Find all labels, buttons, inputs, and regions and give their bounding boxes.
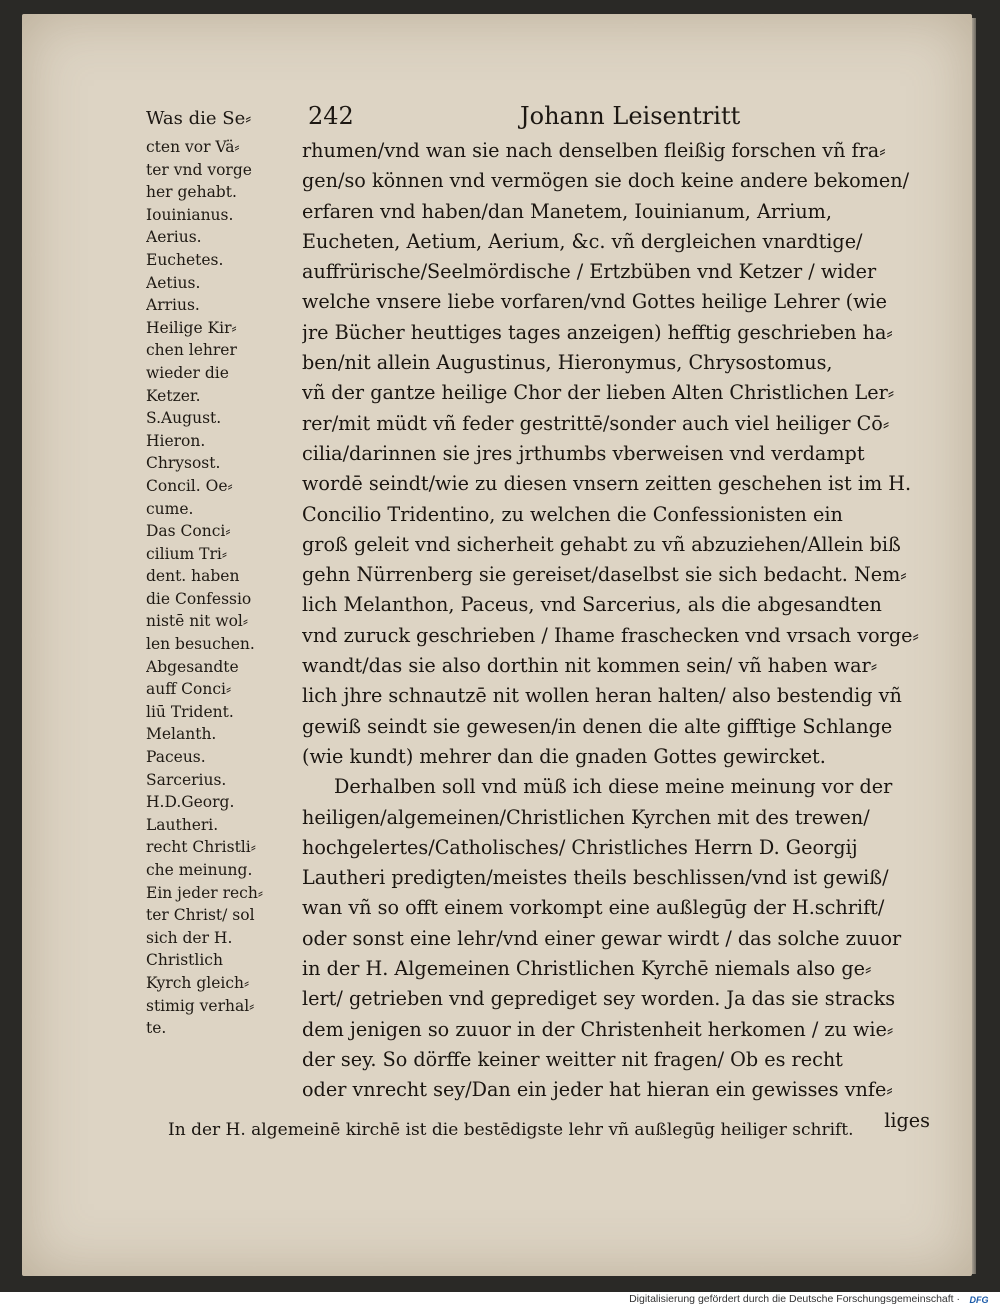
margin-note-start: Was die Se⸗ <box>146 108 252 129</box>
dfg-logo-text: DFG <box>969 1295 989 1305</box>
margin-note-line: H.D.Georg. <box>146 793 235 812</box>
margin-note-line: Arrius. <box>146 296 200 315</box>
body-line: wordē seindt/wie zu diesen vnsern zeitten geschehen ist im H. <box>302 472 912 496</box>
catchword: liges <box>884 1108 930 1132</box>
body-line: lich jhre schnautzē nit wollen heran halten/ also bestendig vñ <box>302 684 902 708</box>
margin-note-line: dent. haben <box>146 567 240 586</box>
running-head <box>22 102 972 138</box>
margin-note-line: Euchetes. <box>146 250 224 269</box>
body-text-block <box>302 136 942 1136</box>
margin-note-line: Melanth. <box>146 725 217 744</box>
margin-note-line: cilium Tri⸗ <box>146 544 228 563</box>
margin-note-line: Christlich <box>146 951 223 970</box>
body-line: jre Bücher heuttiges tages anzeigen) hefftig geschrieben ha⸗ <box>302 320 893 344</box>
margin-note-line: Aetius. <box>146 273 201 292</box>
margin-note-line: Chrysost. <box>146 454 221 473</box>
body-line: erfaren vnd haben/dan Manetem, Iouinianum, Arrium, <box>302 199 832 223</box>
body-line: der sey. So dörffe keiner weitter nit fragen/ Ob es recht <box>302 1047 843 1071</box>
body-line: Eucheten, Aetium, Aerium, &c. vñ dergleichen vnardtige/ <box>302 229 863 253</box>
body-line: wandt/das sie also dorthin nit kommen sein/ vñ haben war⸗ <box>302 654 878 678</box>
margin-note-line: Iouinianus. <box>146 205 234 224</box>
body-line: (wie kundt) mehrer dan die gnaden Gottes gewircket. <box>302 744 826 768</box>
running-title: Johann Leisentritt <box>520 102 741 130</box>
body-line: vnd zuruck geschrieben / Ihame fraschecken vnd vrsach vorge⸗ <box>302 623 919 647</box>
body-line: dem jenigen so zuuor in der Christenheit herkomen / zu wie⸗ <box>302 1017 894 1041</box>
body-line: ben/nit allein Augustinus, Hieronymus, Chrysostomus, <box>302 351 833 375</box>
margin-note-line: Abgesandte <box>146 657 239 676</box>
margin-note-line: wieder die <box>146 363 229 382</box>
body-line: vñ der gantze heilige Chor der lieben Alten Christlichen Ler⸗ <box>302 381 895 405</box>
margin-note-line: Kyrch gleich⸗ <box>146 973 250 992</box>
body-line: rhumen/vnd wan sie nach denselben fleißig forschen vñ fra⸗ <box>302 139 886 162</box>
margin-note-line: sich der H. <box>146 928 233 947</box>
margin-note-line: Ein jeder rech⸗ <box>146 883 263 902</box>
margin-note-line: len besuchen. <box>146 635 255 654</box>
margin-note-line: Heilige Kir⸗ <box>146 318 237 337</box>
body-line: oder vnrecht sey/Dan ein jeder hat hieran ein gewisses vnfe⸗ <box>302 1078 893 1102</box>
margin-note-line: Aerius. <box>146 228 202 247</box>
body-line: lert/ getrieben vnd geprediget sey worden. Ja das sie stracks <box>302 987 896 1011</box>
body-line: rer/mit müdt vñ feder gestrittē/sonder auch viel heiliger Cō⸗ <box>302 411 890 435</box>
body-line: Concilio Tridentino, zu welchen die Confessionisten ein <box>302 502 843 526</box>
body-line: cilia/darinnen sie jres jrthumbs vberweisen vnd verdampt <box>302 441 865 465</box>
dfg-logo-icon <box>964 1294 994 1305</box>
body-line: oder sonst eine lehr/vnd einer gewar wirdt / das solche zuuor <box>302 926 902 950</box>
body-line: lich Melanthon, Paceus, vnd Sarcerius, als die abgesandten <box>302 593 882 617</box>
body-line: heiligen/algemeinen/Christlichen Kyrchen mit des trewen/ <box>302 805 870 829</box>
digitization-footer <box>0 1292 1000 1307</box>
margin-note-line: che meinung. <box>146 861 253 879</box>
body-line: welche vnsere liebe vorfaren/vnd Gottes heilige Lehrer (wie <box>302 290 888 314</box>
margin-note-line: stimig verhal⸗ <box>146 996 255 1015</box>
body-line: in der H. Algemeinen Christlichen Kyrchē niemals also ge⸗ <box>302 957 872 981</box>
margin-note-line: cten vor Vä⸗ <box>146 138 240 156</box>
margin-note-line: te. <box>146 1019 167 1038</box>
margin-note-line: recht Christli⸗ <box>146 838 256 857</box>
margin-note-line: Paceus. <box>146 748 206 767</box>
body-line: Lautheri predigten/meistes theils beschlissen/vnd ist gewiß/ <box>302 866 889 890</box>
page-number: 242 <box>308 102 354 130</box>
margin-note-line: Lautheri. <box>146 815 219 834</box>
body-line: gewiß seindt sie gewesen/in denen die alte gifftige Schlange <box>302 714 893 738</box>
margin-note-line: Das Conci⸗ <box>146 522 231 541</box>
body-line: Derhalben soll vnd müß ich diese meine meinung vor der <box>334 775 893 799</box>
margin-note-line: her gehabt. <box>146 183 237 202</box>
margin-note-line: Sarcerius. <box>146 770 227 789</box>
body-line: hochgelertes/Catholisches/ Christliches Herrn D. Georgij <box>302 835 858 859</box>
book-page <box>22 14 972 1276</box>
margin-note-line: Concil. Oe⸗ <box>146 476 233 495</box>
body-line: gen/so können vnd vermögen sie doch keine andere bekomen/ <box>302 169 910 193</box>
funding-credit: Digitalisierung gefördert durch die Deutsche Forschungsgemeinschaft · <box>629 1293 960 1305</box>
margin-note-line: nistē nit wol⸗ <box>146 612 249 631</box>
margin-note-line: auff Conci⸗ <box>146 680 232 699</box>
body-line: gehn Nürrenberg sie gereiset/daselbst sie sich bedacht. Nem⸗ <box>302 563 907 587</box>
margin-notes-column <box>146 136 302 1040</box>
margin-note-line: Ketzer. <box>146 386 201 405</box>
margin-note-line: S.August. <box>146 409 222 428</box>
body-line: wan vñ so offt einem vorkompt eine außlegūg der H.schrift/ <box>302 896 885 920</box>
margin-note-line: ter Christ/ sol <box>146 906 255 925</box>
margin-note-line: die Confessio <box>146 589 252 608</box>
margin-note-line: Hieron. <box>146 431 206 450</box>
body-line: auffrürische/Seelmördische / Ertzbüben vnd Ketzer / wider <box>302 260 877 284</box>
margin-note-final-line: In der H. algemeinē kirchē ist die bestēdigste lehr vñ außlegūg heiliger schrift. <box>168 1120 854 1140</box>
margin-note-line: liū Trident. <box>146 702 234 721</box>
margin-note-line: chen lehrer <box>146 341 237 360</box>
margin-note-line: ter vnd vorge <box>146 160 252 179</box>
body-line: groß geleit vnd sicherheit gehabt zu vñ abzuziehen/Allein biß <box>302 532 901 556</box>
margin-note-line: cume. <box>146 499 194 518</box>
